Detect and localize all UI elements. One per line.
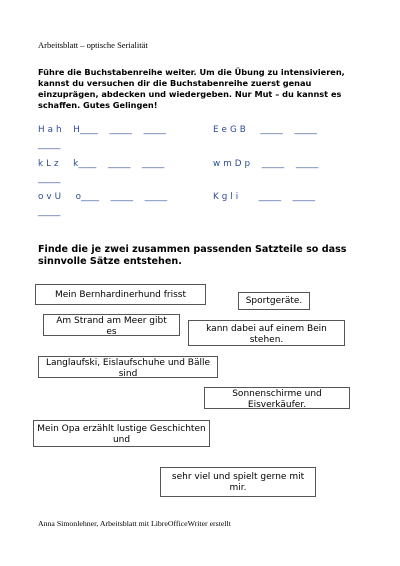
instructions-text: Führe die Buchstabenreihe weiter. Um die Übung zu intensivieren, kannst du versuchen dir die Buchstabenreihe zuerst genau einzuprägen, abdecken und wiedergeben. Nur Mut – du kannst es schaffen. Gutes Gelingen! bbox=[38, 67, 345, 110]
sentence-part-box[interactable]: sehr viel und spielt gerne mit mir. bbox=[160, 467, 316, 497]
letter-row-3-line2: _____ bbox=[38, 207, 61, 217]
letter-row-3-right: K g l i _____ _____ bbox=[213, 192, 316, 202]
sentence-part-box[interactable]: Am Strand am Meer gibt es bbox=[43, 314, 180, 336]
sentence-part-box[interactable]: kann dabei auf einem Bein stehen. bbox=[188, 320, 345, 346]
sentence-part-box[interactable]: Sonnenschirme und Eisverkäufer. bbox=[204, 387, 350, 409]
letter-row-2-line1: k L z k____ _____ _____ bbox=[38, 159, 165, 169]
sentence-part-box[interactable]: Sportgeräte. bbox=[238, 292, 310, 310]
letter-row-2-line2: _____ bbox=[38, 174, 61, 184]
sentence-part-box[interactable]: Mein Opa erzählt lustige Geschichten und bbox=[33, 420, 210, 447]
task-heading: Finde die je zwei zusammen passenden Satzteile so dass sinnvolle Sätze entstehen. bbox=[38, 244, 347, 267]
letter-row-1-right: E e G B _____ _____ bbox=[213, 125, 317, 135]
letter-row-2-right: w m D p _____ _____ bbox=[213, 159, 319, 169]
page-header: Arbeitsblatt – optische Serialität bbox=[38, 40, 148, 50]
page-footer: Anna Simonlehner, Arbeitsblatt mit LibreOfficeWriter erstellt bbox=[38, 519, 231, 528]
sentence-part-box[interactable]: Mein Bernhardinerhund frisst bbox=[35, 284, 206, 305]
letter-row-3-line1: o v U o____ _____ _____ bbox=[38, 192, 168, 202]
letter-row-1-line1: H a h H____ _____ _____ bbox=[38, 125, 167, 135]
letter-row-1-line2: _____ bbox=[38, 140, 61, 150]
sentence-part-box[interactable]: Langlaufski, Eislaufschuhe und Bälle sind bbox=[38, 356, 218, 378]
